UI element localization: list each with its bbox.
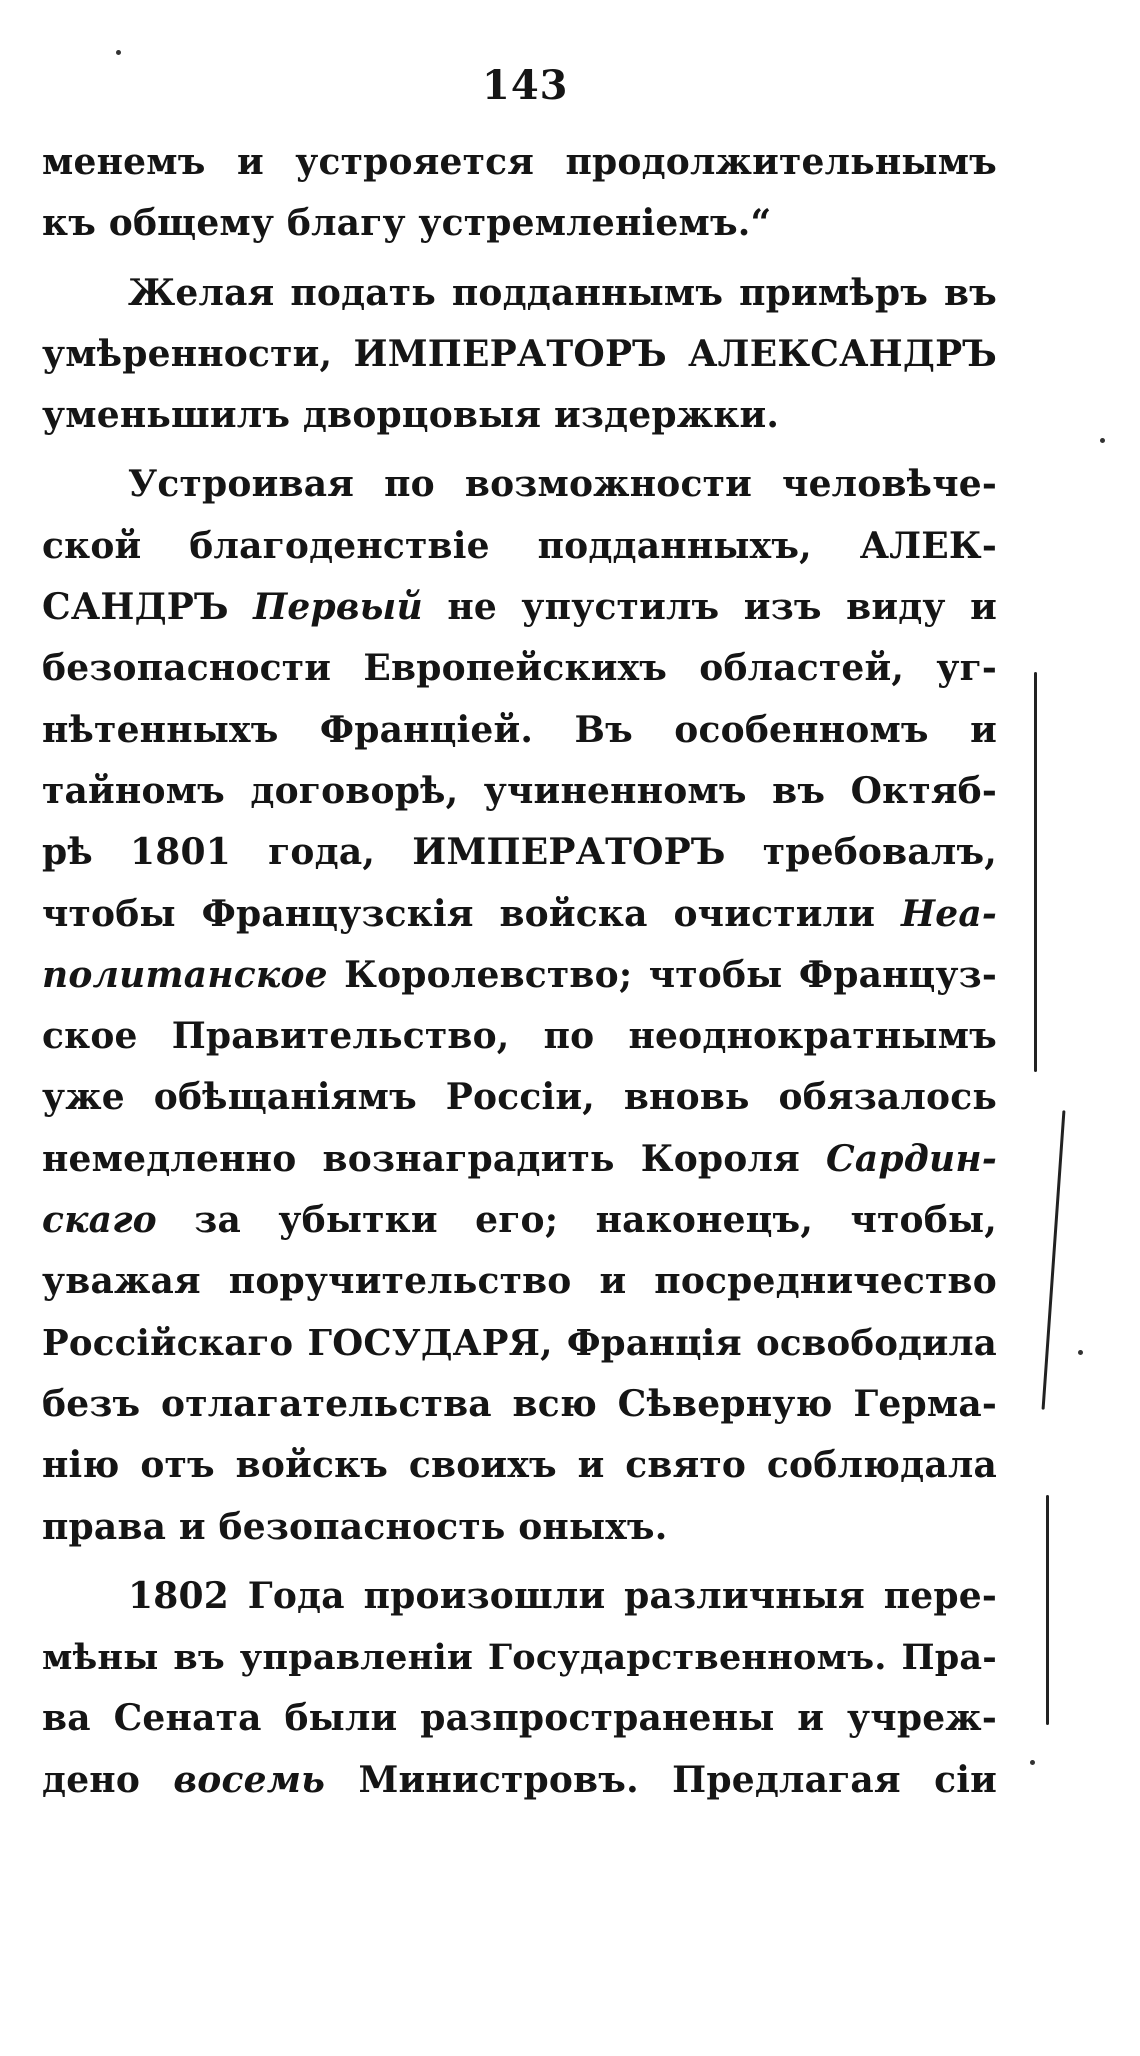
text-line: ской благоденствіе подданныхъ, АЛЕК- [42, 524, 997, 567]
text-line: нію отъ войскъ своихъ и свято соблюдала [42, 1444, 997, 1487]
text-line: рѣ 1801 года, ИМПЕРАТОРЪ требовалъ, [42, 831, 997, 874]
text-line: мѣны въ управленіи Государственномъ. Пра- [42, 1637, 997, 1679]
text-segment: не упустилъ изъ виду и [422, 586, 997, 629]
italic-segment: Сардин- [826, 1137, 997, 1180]
text-line: ское Правительство, по неоднократнымъ [42, 1015, 997, 1058]
text-segment: Министровъ. Предлагая сіи [325, 1758, 997, 1801]
text-line: уважая поручительство и посредничество [42, 1260, 997, 1303]
text-line: Устроивая по возможности человѣче- [128, 463, 997, 506]
text-line: 1802 Года произошли различныя пере- [128, 1574, 997, 1617]
text-line: нѣтенныхъ Франціей. Въ особенномъ и [42, 708, 997, 751]
italic-segment: восемь [173, 1758, 326, 1801]
text-line [42, 1750, 997, 1811]
margin-pencil-mark [1042, 1110, 1066, 1409]
text-segment: Королевство; чтобы Француз- [327, 953, 997, 996]
margin-pencil-mark [1034, 672, 1037, 1072]
italic-segment: Неа- [901, 892, 997, 935]
margin-pencil-mark [1046, 1495, 1049, 1725]
text-segment: немедленно вознаградить Короля [42, 1137, 827, 1180]
text-line: ва Сената были разпространены и учреж- [42, 1697, 997, 1740]
italic-segment: политанское [42, 953, 328, 996]
text-line: Россійскаго ГОСУДАРЯ, Франція освободила [42, 1322, 997, 1364]
text-line: тайномъ договорѣ, учиненномъ въ Октяб- [42, 769, 997, 812]
text-segment: дено [42, 1758, 174, 1801]
text-line [42, 1190, 997, 1251]
text-segment: чтобы Французскія войска очистили [42, 892, 901, 935]
italic-segment: скаго [42, 1199, 157, 1242]
italic-segment: Первый [253, 586, 423, 629]
text-line [42, 945, 997, 1006]
text-line: безопасности Европейскихъ областей, уг- [42, 647, 997, 690]
text-segment: САНДРЪ [42, 586, 254, 629]
page-text [42, 132, 997, 1811]
margin-speck [1100, 438, 1105, 443]
page-number: 143 [482, 62, 569, 109]
text-line: безъ отлагательства всю Сѣверную Герма- [42, 1382, 997, 1425]
text-line: умѣренности, ИМПЕРАТОРЪ АЛЕКСАНДРЪ [42, 332, 997, 375]
text-line: уже обѣщаніямъ Россіи, вновь обязалось [42, 1076, 997, 1119]
text-line: уменьшилъ дворцовыя издержки. [42, 394, 780, 437]
margin-speck [116, 50, 121, 55]
text-line [42, 577, 997, 638]
margin-speck [1030, 1760, 1035, 1765]
margin-speck [1078, 1350, 1083, 1355]
text-line: Желая подать подданнымъ примѣръ въ [128, 271, 997, 314]
text-line: права и безопасность оныхъ. [42, 1505, 668, 1548]
text-line: менемъ и устрояется продолжительнымъ [42, 141, 997, 183]
text-line [42, 884, 997, 945]
text-line [42, 1129, 997, 1190]
text-segment: за убытки его; наконецъ, чтобы, [156, 1199, 997, 1242]
text-line: къ общему благу устремленіемъ.“ [42, 202, 772, 245]
